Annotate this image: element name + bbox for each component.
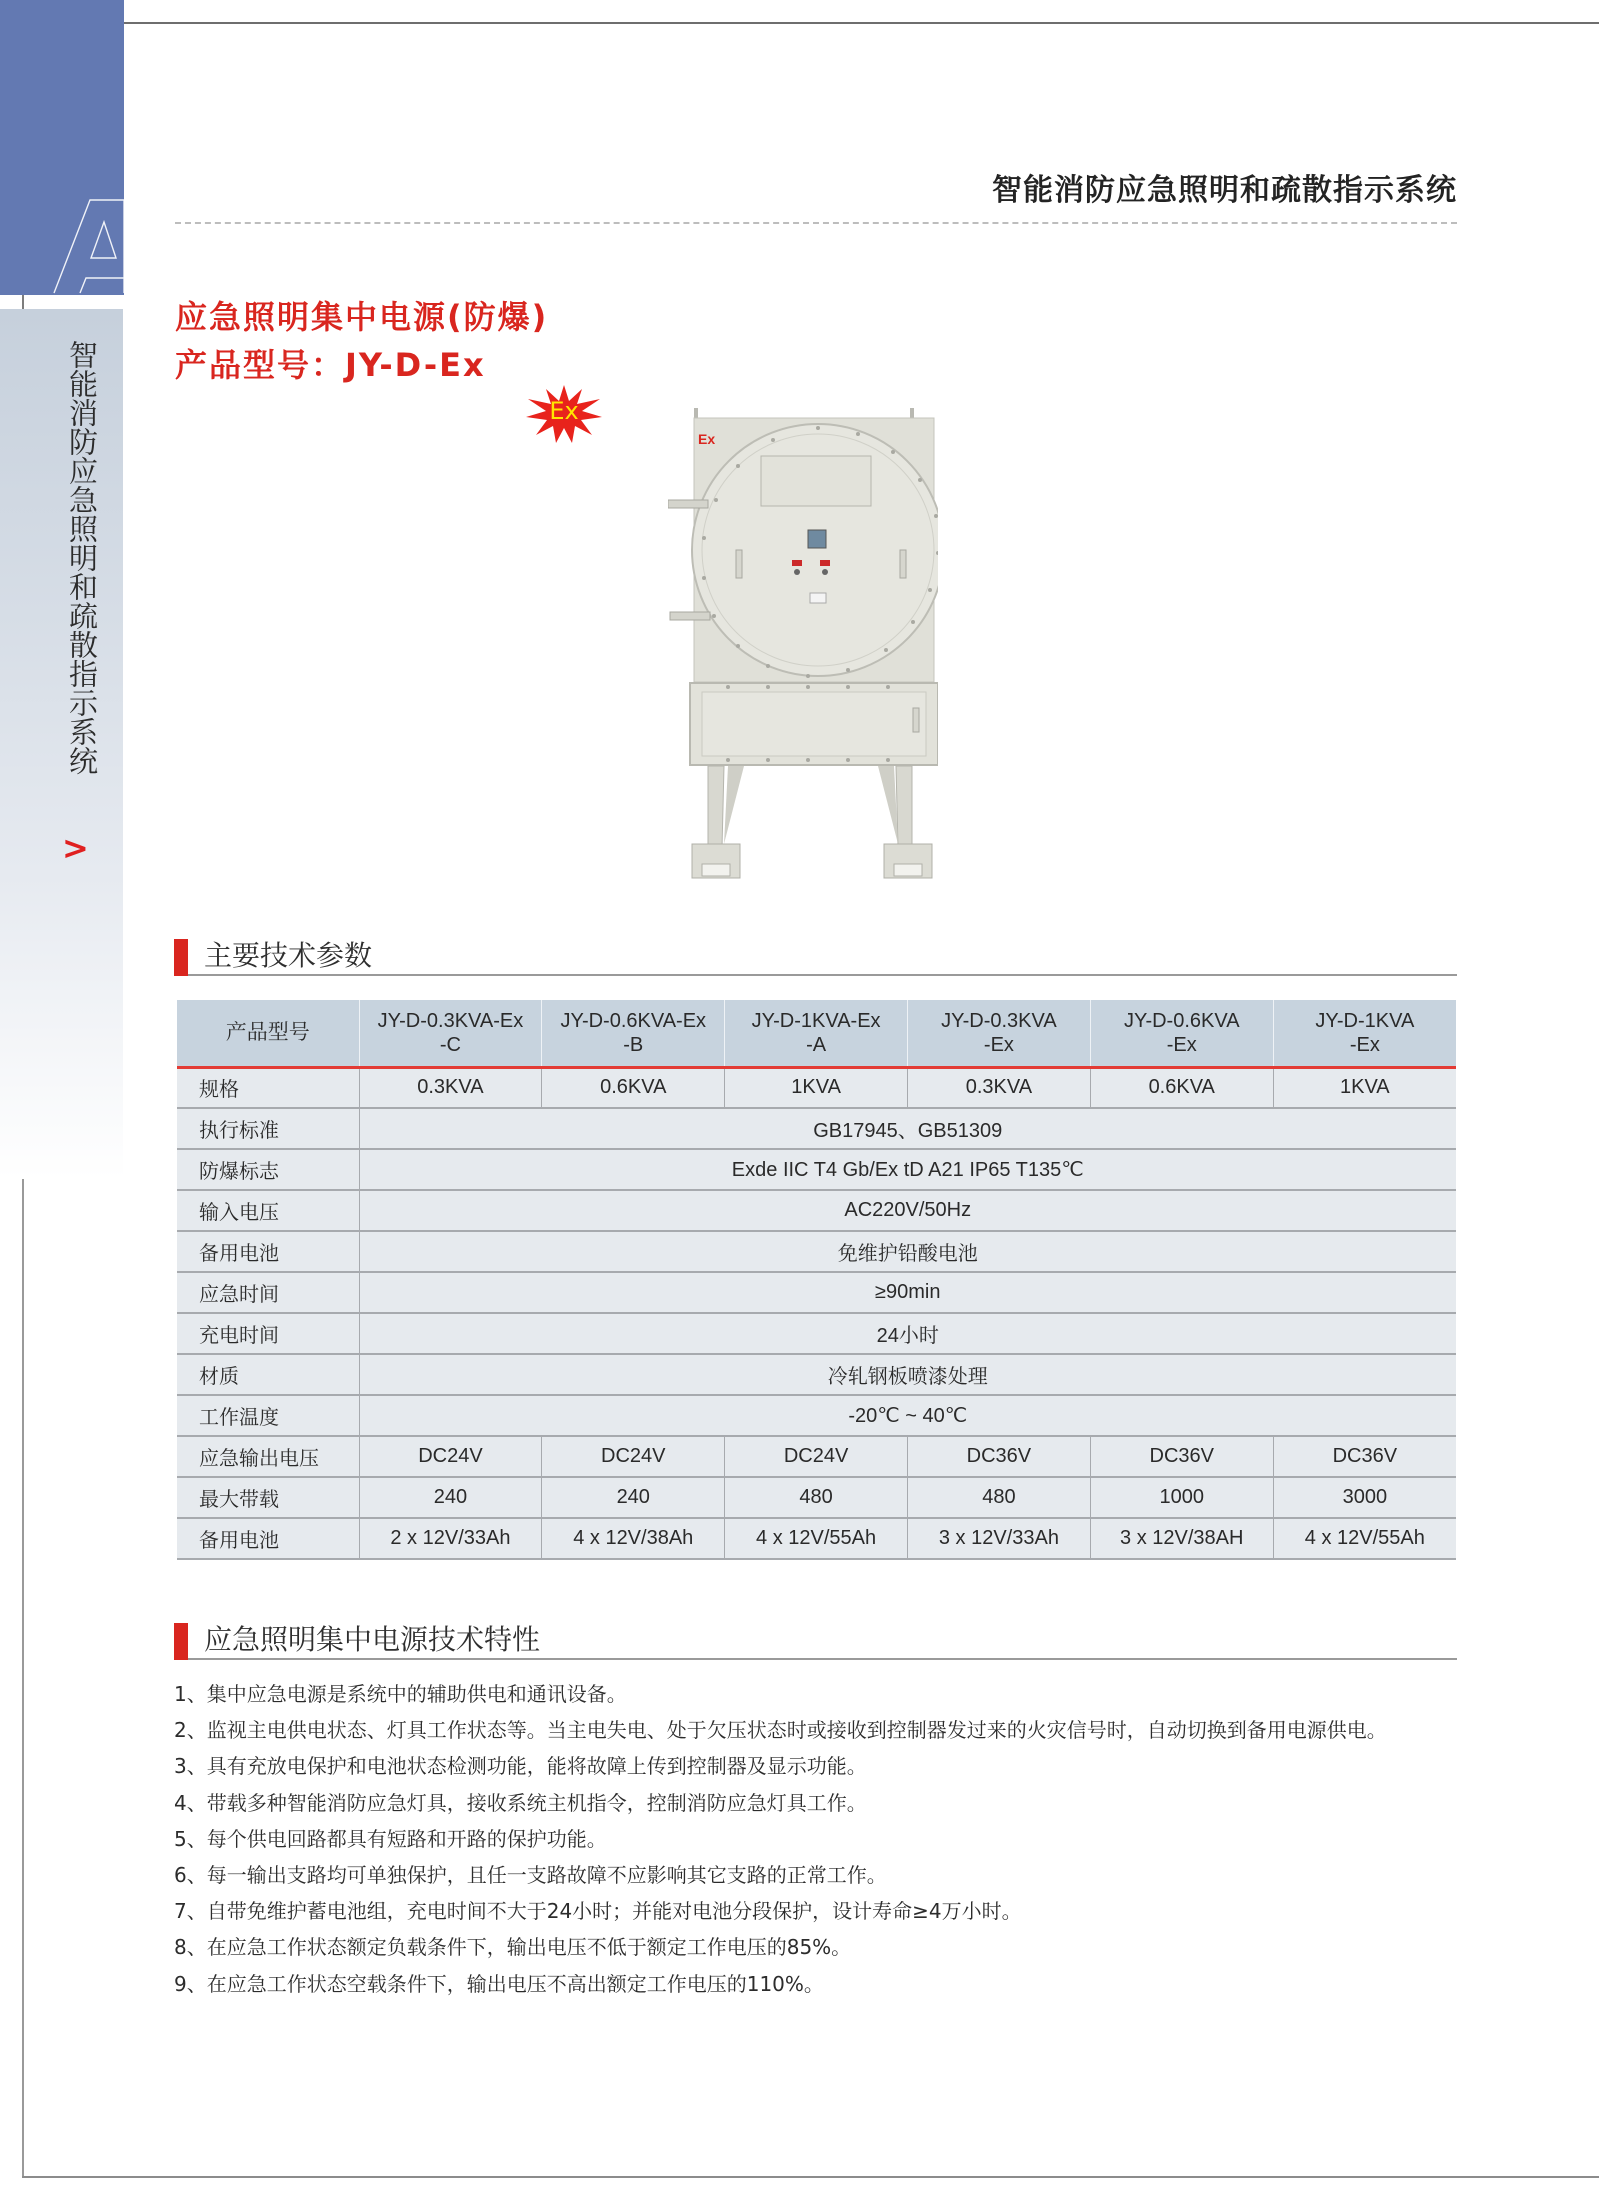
model-line1: JY-D-0.6KVA xyxy=(1123,1009,1240,1032)
letter-a-outline-icon xyxy=(0,0,124,295)
sidebar-vertical-title: 智能消防应急照明和疏散指示系统 xyxy=(65,340,99,775)
table-row xyxy=(177,1067,1456,1108)
row-label: 备用电池 xyxy=(177,1518,359,1559)
feature-item: 9、在应急工作状态空载条件下，输出电压不高出额定工作电压的110%。 xyxy=(174,1971,824,1996)
merged-cell: -20℃ ~ 40℃ xyxy=(359,1395,1456,1436)
cell: DC36V xyxy=(908,1436,1091,1477)
table-row xyxy=(177,1190,1456,1231)
header-divider xyxy=(175,222,1457,224)
sidebar-tick xyxy=(22,295,24,309)
table-row xyxy=(177,1149,1456,1190)
cell: 2 x 12V/33Ah xyxy=(359,1518,542,1559)
specs-section-heading xyxy=(174,938,1457,976)
model-line1: JY-D-1KVA-Ex xyxy=(751,1009,881,1032)
row-label: 执行标准 xyxy=(177,1108,359,1149)
feature-item: 6、每一输出支路均可单独保护，且任一支路故障不应影响其它支路的正常工作。 xyxy=(174,1863,887,1888)
feature-item: 7、自带免维护蓄电池组，充电时间不大于24小时；并能对电池分段保护，设计寿命≥4万小时。 xyxy=(174,1899,1022,1924)
merged-cell: Exde IIC T4 Gb/Ex tD A21 IP65 T135℃ xyxy=(359,1149,1456,1190)
cell: 240 xyxy=(359,1477,542,1518)
model-line1: JY-D-1KVA xyxy=(1315,1009,1415,1032)
chevron-right-icon: > xyxy=(62,829,89,867)
merged-cell: 24小时 xyxy=(359,1313,1456,1354)
model-line2: -Ex xyxy=(983,1033,1014,1056)
cell: 240 xyxy=(542,1477,725,1518)
cell: 1000 xyxy=(1090,1477,1273,1518)
header-cell-model xyxy=(1273,1000,1456,1067)
section-tab-block xyxy=(0,0,124,295)
row-label: 工作温度 xyxy=(177,1395,359,1436)
cell: 3 x 12V/33Ah xyxy=(908,1518,1091,1559)
row-label: 应急时间 xyxy=(177,1272,359,1313)
heading-accent-bar xyxy=(174,939,188,976)
merged-cell: AC220V/50Hz xyxy=(359,1190,1456,1231)
cell: 480 xyxy=(725,1477,908,1518)
model-line2: -Ex xyxy=(1349,1033,1380,1056)
cell: 3000 xyxy=(1273,1477,1456,1518)
badge-label: Ex xyxy=(549,397,579,425)
header-cell-model xyxy=(725,1000,908,1067)
model-line1: JY-D-0.6KVA-Ex xyxy=(560,1009,707,1032)
specs-table xyxy=(177,1000,1456,1560)
features-list xyxy=(174,1676,1474,2002)
cell: DC24V xyxy=(542,1436,725,1477)
model-line1: JY-D-0.3KVA-Ex xyxy=(377,1009,524,1032)
feature-item: 4、带载多种智能消防应急灯具，接收系统主机指令，控制消防应急灯具工作。 xyxy=(174,1790,867,1815)
model-line2: -B xyxy=(623,1033,644,1056)
row-label: 充电时间 xyxy=(177,1313,359,1354)
row-label: 防爆标志 xyxy=(177,1149,359,1190)
product-image xyxy=(668,408,938,880)
cell: 0.3KVA xyxy=(359,1067,542,1108)
feature-item: 1、集中应急电源是系统中的辅助供电和通讯设备。 xyxy=(174,1682,627,1706)
table-row xyxy=(177,1354,1456,1395)
table-row xyxy=(177,1436,1456,1477)
cell: 480 xyxy=(908,1477,1091,1518)
model-line2: -A xyxy=(806,1033,827,1056)
model-line2: -Ex xyxy=(1166,1033,1197,1056)
cell: DC36V xyxy=(1273,1436,1456,1477)
top-rule xyxy=(124,22,1599,24)
table-row xyxy=(177,1272,1456,1313)
model-line1: JY-D-0.3KVA xyxy=(941,1009,1057,1032)
ex-mark: Ex xyxy=(698,431,716,447)
explosion-proof-badge xyxy=(526,385,602,443)
feature-item: 2、监视主电供电状态、灯具工作状态等。当主电失电、处于欠压状态时或接收到控制器发过来的火灾信号时，自动切换到备用电源供电。 xyxy=(174,1718,1387,1743)
table-row xyxy=(177,1313,1456,1354)
bottom-rule xyxy=(22,2176,1599,2178)
header-cell-model-label: 产品型号 xyxy=(177,1000,359,1067)
row-label: 规格 xyxy=(177,1067,359,1108)
heading-accent-bar xyxy=(174,1623,188,1660)
cell: 1KVA xyxy=(725,1067,908,1108)
cell: 0.3KVA xyxy=(908,1067,1091,1108)
merged-cell: 免维护铅酸电池 xyxy=(359,1231,1456,1272)
cell: DC24V xyxy=(359,1436,542,1477)
header-cell-model xyxy=(908,1000,1091,1067)
feature-item: 5、每个供电回路都具有短路和开路的保护功能。 xyxy=(174,1826,607,1851)
table-row xyxy=(177,1231,1456,1272)
cell: DC36V xyxy=(1090,1436,1273,1477)
row-label: 输入电压 xyxy=(177,1190,359,1231)
product-title: 应急照明集中电源(防爆) xyxy=(175,298,549,336)
table-row xyxy=(177,1395,1456,1436)
feature-item: 3、具有充放电保护和电池状态检测功能，能将故障上传到控制器及显示功能。 xyxy=(174,1754,867,1779)
cell: 0.6KVA xyxy=(1090,1067,1273,1108)
table-row xyxy=(177,1518,1456,1559)
merged-cell: 冷轧钢板喷漆处理 xyxy=(359,1354,1456,1395)
features-heading-text: 应急照明集中电源技术特性 xyxy=(204,1623,541,1656)
table-row xyxy=(177,1108,1456,1149)
page-header-title: 智能消防应急照明和疏散指示系统 xyxy=(992,173,1457,208)
row-label: 最大带载 xyxy=(177,1477,359,1518)
header-cell-model xyxy=(1090,1000,1273,1067)
cabinet-illustration xyxy=(668,408,938,880)
feature-item: 8、在应急工作状态额定负载条件下，输出电压不低于额定工作电压的85%。 xyxy=(174,1935,852,1960)
merged-cell: GB17945、GB51309 xyxy=(359,1108,1456,1149)
product-model: 产品型号：JY-D-Ex xyxy=(175,346,486,384)
row-label: 应急输出电压 xyxy=(177,1436,359,1477)
header-cell-model xyxy=(359,1000,542,1067)
features-section-heading xyxy=(174,1622,1457,1660)
cell: 4 x 12V/38Ah xyxy=(542,1518,725,1559)
cell: 4 x 12V/55Ah xyxy=(1273,1518,1456,1559)
row-label: 材质 xyxy=(177,1354,359,1395)
model-line2: -C xyxy=(439,1033,461,1056)
cell: 0.6KVA xyxy=(542,1067,725,1108)
cell: 3 x 12V/38AH xyxy=(1090,1518,1273,1559)
row-label: 备用电池 xyxy=(177,1231,359,1272)
table-row xyxy=(177,1477,1456,1518)
specs-heading-text: 主要技术参数 xyxy=(204,939,373,972)
table-header-row xyxy=(177,1000,1456,1067)
cell: 4 x 12V/55Ah xyxy=(725,1518,908,1559)
cell: 1KVA xyxy=(1273,1067,1456,1108)
merged-cell: ≥90min xyxy=(359,1272,1456,1313)
header-cell-model xyxy=(542,1000,725,1067)
cell: DC24V xyxy=(725,1436,908,1477)
